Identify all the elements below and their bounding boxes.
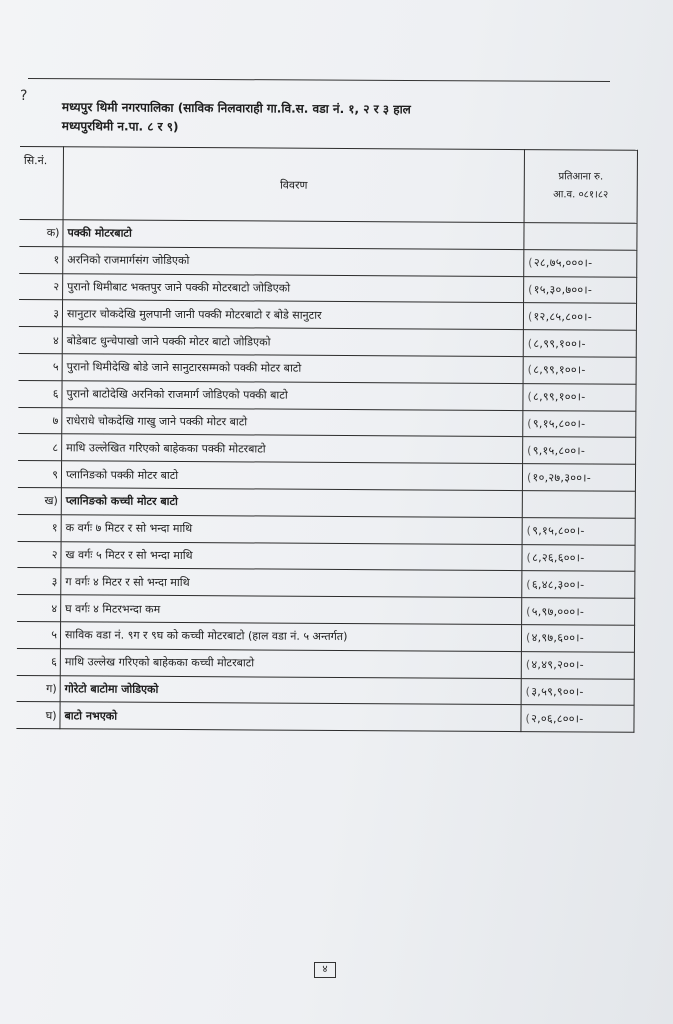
page-number: ४: [314, 962, 336, 978]
header-serial-number: सि.नं.: [20, 146, 64, 219]
row-amount: [522, 598, 635, 625]
section-title: बाटो नभएको: [60, 702, 521, 732]
section-code: ग): [17, 675, 61, 702]
row-description: प्लानिङको पक्की मोटर बाटो: [61, 461, 522, 491]
row-amount: [523, 330, 636, 357]
row-description: साविक वडा नं. ९ग र ९घ को कच्ची मोटरबाटो (हाल वडा नं. ५ अन्तर्गत): [60, 622, 521, 652]
section-row: [19, 219, 637, 250]
section-code: क): [19, 219, 63, 246]
row-serial-number: ५: [17, 621, 61, 648]
section-amount: [521, 678, 634, 705]
table-row: [17, 541, 635, 572]
row-description: राधेराधे चोकदेखि गाखु जाने पक्की मोटर बाटो: [62, 407, 523, 437]
row-amount: [521, 651, 634, 678]
row-amount: [523, 437, 636, 464]
row-description: घ वर्गः ४ मिटरभन्दा कम: [61, 595, 522, 625]
section-title: पक्की मोटरबाटो: [63, 220, 524, 250]
section-row: [18, 487, 636, 518]
row-amount: [522, 464, 635, 491]
section-code: ख): [18, 487, 62, 514]
row-description: बोडेबाट धुन्चेपाखो जाने पक्की मोटर बाटो जोडिएको: [62, 327, 523, 357]
header-description: विवरण: [63, 147, 524, 223]
amount-value: ( ९,१५,८००।-: [527, 417, 585, 430]
row-serial-number: ३: [19, 300, 63, 327]
row-amount: [522, 571, 635, 598]
row-description: क वर्गः ७ मिटर र सो भन्दा माथि: [61, 515, 522, 545]
section-title: प्लानिङको कच्ची मोटर बाटो: [61, 488, 522, 518]
heading-line-1: मध्यपुर थिमी नगरपालिका (साविक निलवाराही गा.वि.स. वडा नं. १, २ र ३ हाल: [61, 99, 411, 117]
heading-number: ?: [20, 88, 28, 104]
row-amount: [522, 544, 635, 571]
row-description: पुरानो थिमीदेखि बोडे जाने सानुटारसम्मको पक्की मोटर बाटो: [62, 354, 523, 384]
amount-value: ( २८,७५,०००।-: [528, 256, 592, 269]
row-serial-number: २: [19, 273, 63, 300]
table-row: [18, 461, 636, 492]
table-row: [19, 246, 637, 277]
amount-value: ( ९,१५,८००।-: [527, 524, 585, 537]
amount-value: ( १०,२७,३००।-: [527, 471, 591, 484]
section-row: [17, 675, 635, 706]
header-rate-line-1: प्रतिआना रु.: [558, 171, 604, 183]
amount-value: ( ३,५९,९००।-: [526, 685, 584, 698]
table-row: [17, 648, 635, 679]
amount-value: ( ६,४८,३००।-: [526, 578, 584, 591]
row-serial-number: ७: [18, 407, 62, 434]
amount-value: ( १२,८५,८००।-: [528, 310, 592, 323]
row-amount: [521, 625, 634, 652]
row-description: ग वर्गः ४ मिटर र सो भन्दा माथि: [61, 568, 522, 598]
row-serial-number: १: [18, 514, 62, 541]
row-amount: [523, 303, 636, 330]
section-title: गोरेटो बाटोमा जोडिएको: [60, 675, 521, 705]
table-row: [18, 434, 636, 465]
section-row: [16, 702, 634, 733]
heading-line-2: मध्यपुरथिमी न.पा. ८ र ९): [61, 118, 179, 134]
row-amount: [524, 276, 637, 303]
row-serial-number: २: [17, 541, 61, 568]
table-header-row: [20, 146, 638, 223]
row-amount: [523, 410, 636, 437]
amount-value: ( ९,१५,८००।-: [527, 444, 585, 457]
section-amount: [521, 705, 634, 732]
table-row: [19, 327, 637, 358]
row-amount: [523, 383, 636, 410]
section-amount-empty: [524, 223, 637, 250]
table-row: [17, 595, 635, 626]
row-serial-number: ६: [17, 648, 61, 675]
row-description: ख वर्गः ५ मिटर र सो भन्दा माथि: [61, 541, 522, 571]
row-serial-number: ४: [17, 595, 61, 622]
row-amount: [524, 249, 637, 276]
top-rule: [28, 78, 610, 82]
valuation-table: [16, 146, 638, 733]
row-amount: [522, 517, 635, 544]
table-row: [17, 568, 635, 599]
amount-value: ( २,०६,८००।-: [525, 712, 583, 725]
row-description: अरनिको राजमार्गसंग जोडिएको: [63, 247, 524, 277]
table-row: [19, 273, 637, 304]
table-row: [19, 353, 637, 384]
amount-value: ( ५,९७,०००।-: [526, 605, 584, 618]
header-rate: [524, 150, 637, 224]
document-heading: [62, 98, 622, 140]
row-description: सानुटार चोकदेखि मुलपानी जानी पक्की मोटरबाटो र बोडे सानुटार: [62, 300, 523, 330]
table-row: [18, 514, 636, 545]
table-row: [19, 300, 637, 331]
row-serial-number: १: [19, 246, 63, 273]
table-row: [18, 380, 636, 411]
row-serial-number: ४: [19, 327, 63, 354]
table-row: [17, 621, 635, 652]
row-serial-number: ६: [18, 380, 62, 407]
amount-value: ( ४,९७,६००।-: [526, 631, 584, 644]
section-code: घ): [16, 702, 60, 729]
table-row: [18, 407, 636, 438]
row-description: पुरानो थिमीबाट भक्तपुर जाने पक्की मोटरबाटो जोडिएको: [63, 273, 524, 303]
row-description: माथि उल्लेखित गरिएको बाहेकका पक्की मोटरबाटो: [62, 434, 523, 464]
amount-value: ( ८,९९,१००।-: [528, 337, 586, 350]
row-serial-number: ५: [19, 353, 63, 380]
row-description: पुरानो बाटोदेखि अरनिको राजमार्ग जोडिएको पक्की बाटो: [62, 381, 523, 411]
row-amount: [523, 357, 636, 384]
row-description: माथि उल्लेख गरिएको बाहेकका कच्ची मोटरबाटो: [60, 649, 521, 679]
section-amount-empty: [522, 491, 635, 518]
amount-value: ( ८,९९,१००।-: [528, 363, 586, 376]
header-rate-line-2: आ.व. ०८१।८२: [553, 189, 609, 201]
amount-value: ( ४,४९,२००।-: [526, 658, 584, 671]
amount-value: ( १५,३०,७००।-: [528, 283, 592, 296]
row-serial-number: ३: [17, 568, 61, 595]
amount-value: ( ८,९९,१००।-: [527, 390, 585, 403]
row-serial-number: ८: [18, 434, 62, 461]
amount-value: ( ८,२६,६००।-: [526, 551, 584, 564]
table-body: [16, 219, 637, 732]
row-serial-number: ९: [18, 461, 62, 488]
